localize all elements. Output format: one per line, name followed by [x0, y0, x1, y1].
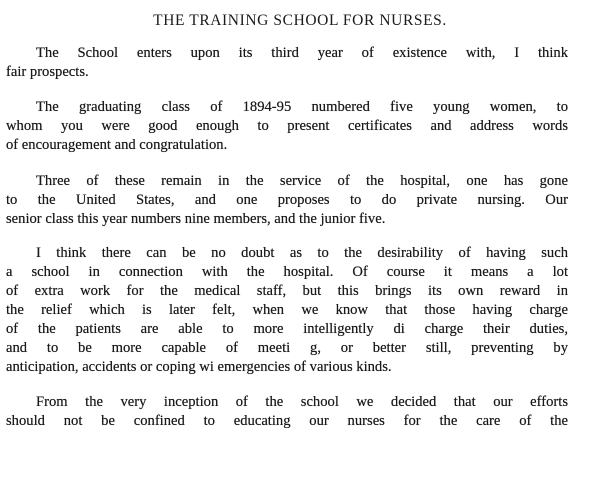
paragraph-2-line-3: of encouragement and congratulation. — [6, 137, 228, 153]
paragraph-1-line-2: fair prospects. — [6, 64, 89, 80]
paragraph-4-line-5: of the patients are able to more intelligently di charge their duties, — [6, 321, 568, 337]
paragraph-4-line-4: the relief which is later felt, when we know that those having charge — [6, 302, 568, 318]
paragraph-2-line-1: The graduating class of 1894-95 numbered five young women, to — [36, 99, 568, 115]
paragraph-4-line-1: I think there can be no doubt as to the desirability of having such — [36, 245, 568, 261]
paragraph-5-line-2: should not be confined to educating our nurses for the care of the — [6, 413, 568, 429]
paragraph-2-line-2: whom you were good enough to present certificates and address words — [6, 118, 568, 134]
paragraph-4-line-7: anticipation, accidents or coping wi emergencies of various kinds. — [6, 359, 392, 375]
paragraph-5-line-1: From the very inception of the school we decided that our efforts — [36, 394, 568, 410]
paragraph-3-line-3: senior class this year numbers nine members, and the junior five. — [6, 211, 386, 227]
page-title: THE TRAINING SCHOOL FOR NURSES. — [153, 12, 447, 29]
paragraph-4-line-6: and to be more capable of meeti g, or better still, preventing by — [6, 340, 568, 356]
paragraph-1-line-1: The School enters upon its third year of existence with, I think — [36, 45, 568, 61]
paragraph-4-line-2: a school in connection with the hospital. Of course it means a lot — [6, 264, 568, 280]
paragraph-3-line-2: to the United States, and one proposes to do private nursing. Our — [6, 192, 568, 208]
paragraph-3-line-1: Three of these remain in the service of the hospital, one has gone — [36, 173, 568, 189]
paragraph-4-line-3: of extra work for the medical staff, but this brings its own reward in — [6, 283, 568, 299]
